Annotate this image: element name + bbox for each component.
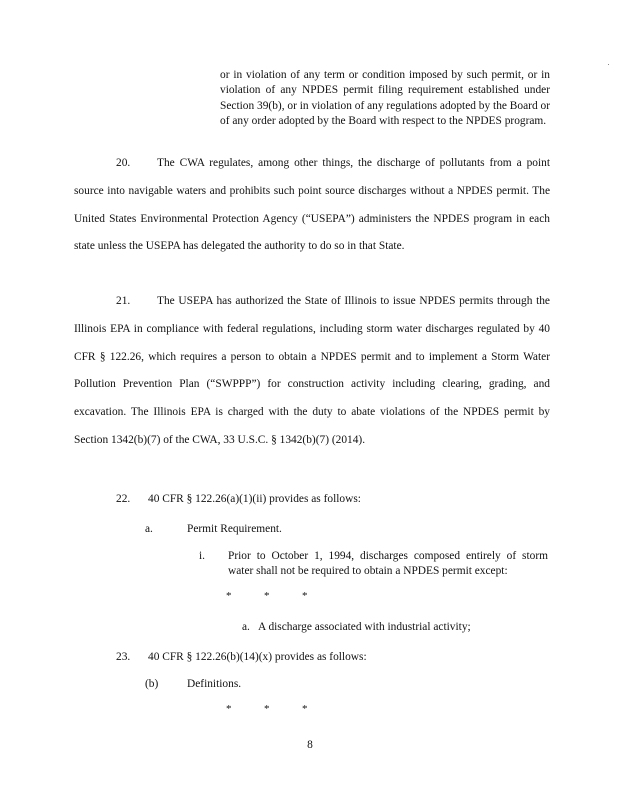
subsection-label: (b) <box>145 678 159 690</box>
subsection-i-text: Prior to October 1, 1994, discharges composed entirely of storm water shall not be required to obtain a NPDES permit except: <box>228 550 548 577</box>
subsection-b <box>145 677 241 692</box>
paragraph-number: 20. <box>116 157 131 169</box>
star: * <box>264 703 270 715</box>
star: * <box>226 590 232 602</box>
quoted-statute-text: or in violation of any term or condition imposed by such permit, or in violation of any NPDES permit filing requirement established under Section 39(b), or in violation of any regulations adopted by the Board or of any order adopted by the Board with respect to the NPDES program. <box>220 69 550 128</box>
subsection-i-a <box>242 620 471 635</box>
star: * <box>264 590 270 602</box>
subsection-a <box>145 522 282 537</box>
paragraph-text: The USEPA has authorized the State of Illinois to issue NPDES permits through the Illinois EPA in compliance with federal regulations, including storm water discharges regulated by 40 CFR § 122.26, which requires a person to obtain a NPDES permit and to implement a Storm Water Pollution Prevention Plan (“SWPPP”) for construction activity including clearing, grading, and excavation. The Illinois EPA is charged with the duty to abate violations of the NPDES permit by Section 1342(b)(7) of the CWA, 33 U.S.C. § 1342(b)(7) (2014). <box>74 295 550 446</box>
ellipsis-stars <box>226 590 340 602</box>
paragraph-23 <box>116 650 367 665</box>
scan-speck <box>608 64 609 65</box>
page-number: 8 <box>307 739 313 751</box>
star: * <box>226 703 232 715</box>
ellipsis-stars <box>226 703 340 715</box>
paragraph-text: 40 CFR § 122.26(b)(14)(x) provides as follows: <box>148 651 367 663</box>
subsection-text: A discharge associated with industrial activity; <box>258 621 471 633</box>
paragraph-20 <box>74 150 550 261</box>
subsection-text: Permit Requirement. <box>187 523 282 535</box>
paragraph-number: 22. <box>116 493 131 505</box>
paragraph-text: 40 CFR § 122.26(a)(1)(ii) provides as follows: <box>148 493 361 505</box>
paragraph-text: The CWA regulates, among other things, the discharge of pollutants from a point source into navigable waters and prohibits such point source discharges without a NPDES permit. The United States Environmental Protection Agency (“USEPA”) administers the NPDES program in each state unless the USEPA has delegated the authority to do so in that State. <box>74 157 550 253</box>
star: * <box>302 703 308 715</box>
paragraph-number: 23. <box>116 651 131 663</box>
subsection-label: a. <box>145 523 153 535</box>
star: * <box>302 590 308 602</box>
paragraph-number: 21. <box>116 295 131 307</box>
subsection-text: Definitions. <box>187 678 242 690</box>
paragraph-21 <box>74 288 550 455</box>
subsection-label: a. <box>242 621 250 633</box>
paragraph-22 <box>116 492 361 507</box>
subsection-i-label: i. <box>199 550 206 562</box>
